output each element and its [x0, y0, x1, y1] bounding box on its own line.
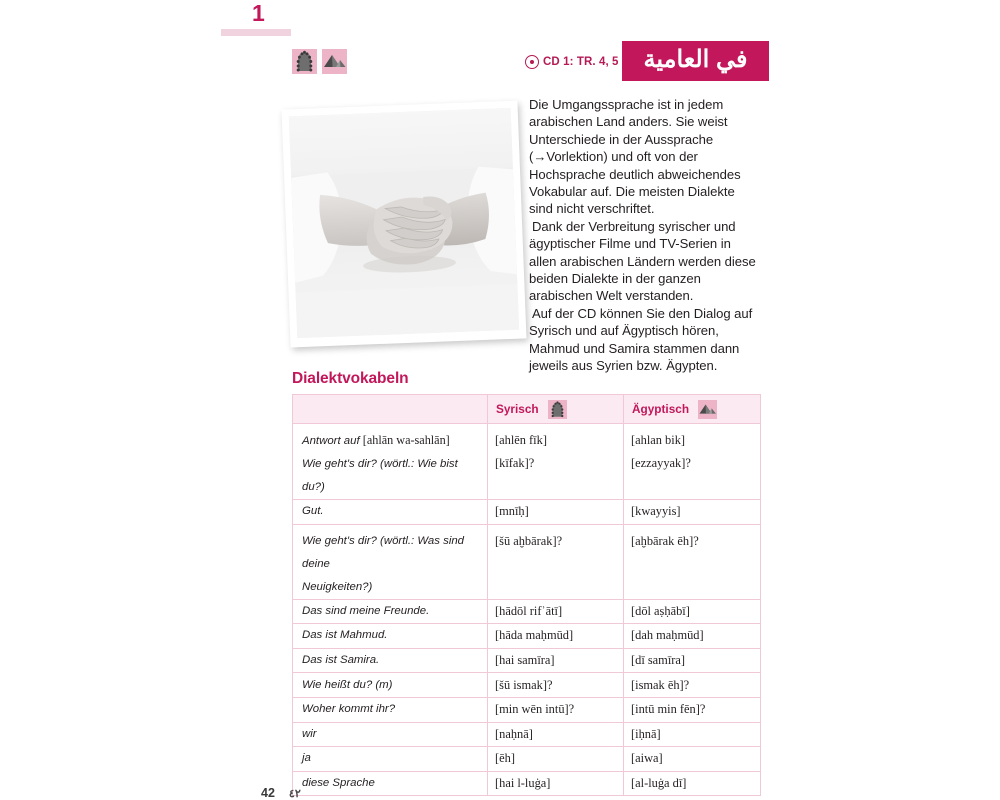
cell-syrisch: [ēh] — [488, 747, 624, 772]
cell-aegyptisch: [dōl aṣḥābī] — [624, 599, 761, 624]
cell-aegyptisch: [dī samīra] — [624, 648, 761, 673]
cell-aegyptisch: [aiwa] — [624, 747, 761, 772]
aegyptisch-line-1: [ahlan bik] — [631, 433, 686, 447]
cell-aegyptisch — [624, 424, 761, 500]
handshake-illustration — [289, 108, 519, 338]
cell-german: Das ist Samira. — [293, 648, 488, 673]
page-number-arabic: ٤٢ — [288, 788, 301, 800]
cell-german: wir — [293, 722, 488, 747]
syrian-icon — [292, 49, 317, 74]
page-footer — [261, 786, 301, 800]
table-row — [293, 524, 761, 599]
cell-syrisch — [488, 424, 624, 500]
aegyptisch-line-1: [aḫbārak ēh]? — [631, 533, 699, 548]
cell-syrisch — [488, 524, 624, 599]
table-row — [293, 500, 761, 525]
egyptian-icon — [322, 49, 347, 74]
cell-aegyptisch: [al-luġa dī] — [624, 771, 761, 796]
cell-aegyptisch: [intū min fēn]? — [624, 697, 761, 722]
intro-paragraph-2: Dank der Verbreitung syrischer und ägyptischer Filme und TV-Serien in allen arabischen Ländern werden diese beiden Dialekte in der ganzen arabischen Welt verstanden. — [529, 218, 756, 304]
cell-syrisch: [hādōl rifʾātī] — [488, 599, 624, 624]
cell-german: Das sind meine Freunde. — [293, 599, 488, 624]
header-label-aegyptisch: Ägyptisch — [632, 402, 690, 416]
lesson-photo — [289, 108, 519, 338]
cell-aegyptisch: [dah maḥmūd] — [624, 624, 761, 649]
cell-german: Gut. — [293, 500, 488, 525]
cell-german — [293, 524, 488, 599]
cell-german — [293, 424, 488, 500]
syrian-icon — [548, 400, 567, 419]
arabic-title-banner — [622, 41, 769, 81]
cell-aegyptisch: [kwayyis] — [624, 500, 761, 525]
table-header-row — [293, 395, 761, 424]
header-cell-german — [293, 395, 488, 424]
chapter-number: 1 — [252, 0, 265, 26]
header-cell-syrisch — [488, 395, 624, 424]
arabic-title-text: في العامية — [643, 45, 748, 73]
table-row — [293, 771, 761, 796]
table-row — [293, 722, 761, 747]
syrisch-line-2: [kīfak]? — [495, 456, 535, 470]
header-cell-aegyptisch — [624, 395, 761, 424]
cell-syrisch: [naḥnā] — [488, 722, 624, 747]
table-row — [293, 599, 761, 624]
cell-german: diese Sprache — [293, 771, 488, 796]
cell-german: Wie heißt du? (m) — [293, 673, 488, 698]
syrisch-line-1: [šū aḫbārak]? — [495, 533, 563, 548]
german-roman-part: [ahlān wa-sahlān] — [362, 433, 450, 447]
cd-disc-icon — [525, 55, 539, 69]
table-row — [293, 624, 761, 649]
page-number-latin: 42 — [261, 786, 275, 800]
dialect-vocabulary-table — [292, 394, 761, 796]
cell-syrisch: [mnīḥ] — [488, 500, 624, 525]
table-row — [293, 648, 761, 673]
cell-aegyptisch: [iḥnā] — [624, 722, 761, 747]
header-label-syrisch: Syrisch — [496, 402, 539, 416]
lesson-photo-frame — [282, 101, 527, 348]
vocab-section-heading: Dialektvokabeln — [292, 370, 409, 387]
chapter-rule — [221, 29, 291, 36]
intro-text — [529, 96, 757, 375]
german-line-2: Neuigkeiten?) — [302, 580, 373, 593]
cell-syrisch: [hai samīra] — [488, 648, 624, 673]
dialect-icon-pair — [292, 49, 347, 74]
aegyptisch-line-2: [ezzayyak]? — [631, 456, 691, 470]
cd-reference — [525, 55, 619, 69]
intro-paragraph-1: Die Umgangssprache ist in jedem arabischen Land anders. Sie weist Unterschiede in der Aussprache (→Vorlektion) und oft von der Hochsprache deutlich abweichendes Vokabular auf. Die meisten Dialekte sind nicht verschriftet. — [529, 97, 741, 217]
table-row — [293, 424, 761, 500]
table-row — [293, 747, 761, 772]
table-row — [293, 673, 761, 698]
german-line-2: Wie geht's dir? (wörtl.: Wie bist du?) — [302, 458, 458, 493]
egyptian-icon — [698, 400, 717, 419]
cell-syrisch: [min wēn intū]? — [488, 697, 624, 722]
cell-syrisch: [hai l-luġa] — [488, 771, 624, 796]
cell-german: ja — [293, 747, 488, 772]
cd-reference-label: CD 1: TR. 4, 5 — [543, 56, 619, 68]
cell-syrisch: [šū ismak]? — [488, 673, 624, 698]
intro-paragraph-3: Auf der CD können Sie den Dialog auf Syrisch und auf Ägyptisch hören, Mahmud und Samira stammen dann jeweils aus Syrien bzw. Ägypten. — [529, 305, 753, 374]
cell-german: Woher kommt ihr? — [293, 697, 488, 722]
cell-aegyptisch — [624, 524, 761, 599]
syrisch-line-1: [ahlēn fīk] — [495, 433, 547, 447]
german-line-1: Wie geht's dir? (wörtl.: Was sind deine — [302, 534, 465, 570]
cell-aegyptisch: [ismak ēh]? — [624, 673, 761, 698]
german-italic-part: Antwort auf — [302, 435, 363, 447]
cell-syrisch: [hāda maḥmūd] — [488, 624, 624, 649]
cell-german: Das ist Mahmud. — [293, 624, 488, 649]
table-row — [293, 697, 761, 722]
